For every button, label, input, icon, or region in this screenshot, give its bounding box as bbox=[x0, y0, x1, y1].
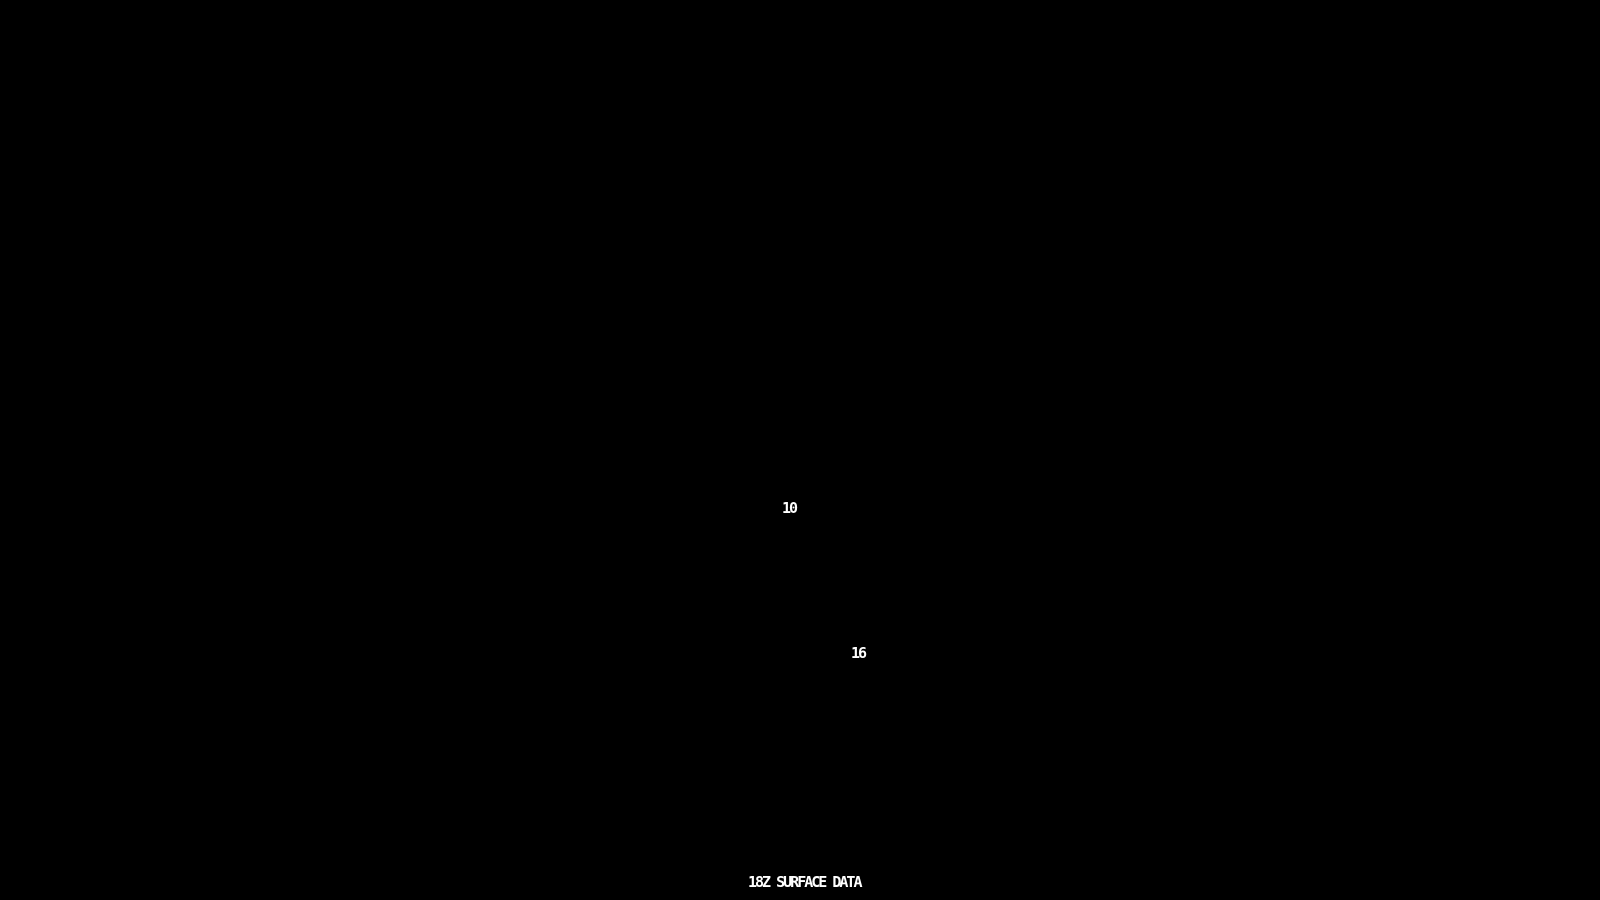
plot-title: 18Z SURFACE DATA bbox=[748, 873, 861, 891]
station-value: 16 bbox=[851, 644, 866, 662]
station-value: 10 bbox=[782, 499, 797, 517]
